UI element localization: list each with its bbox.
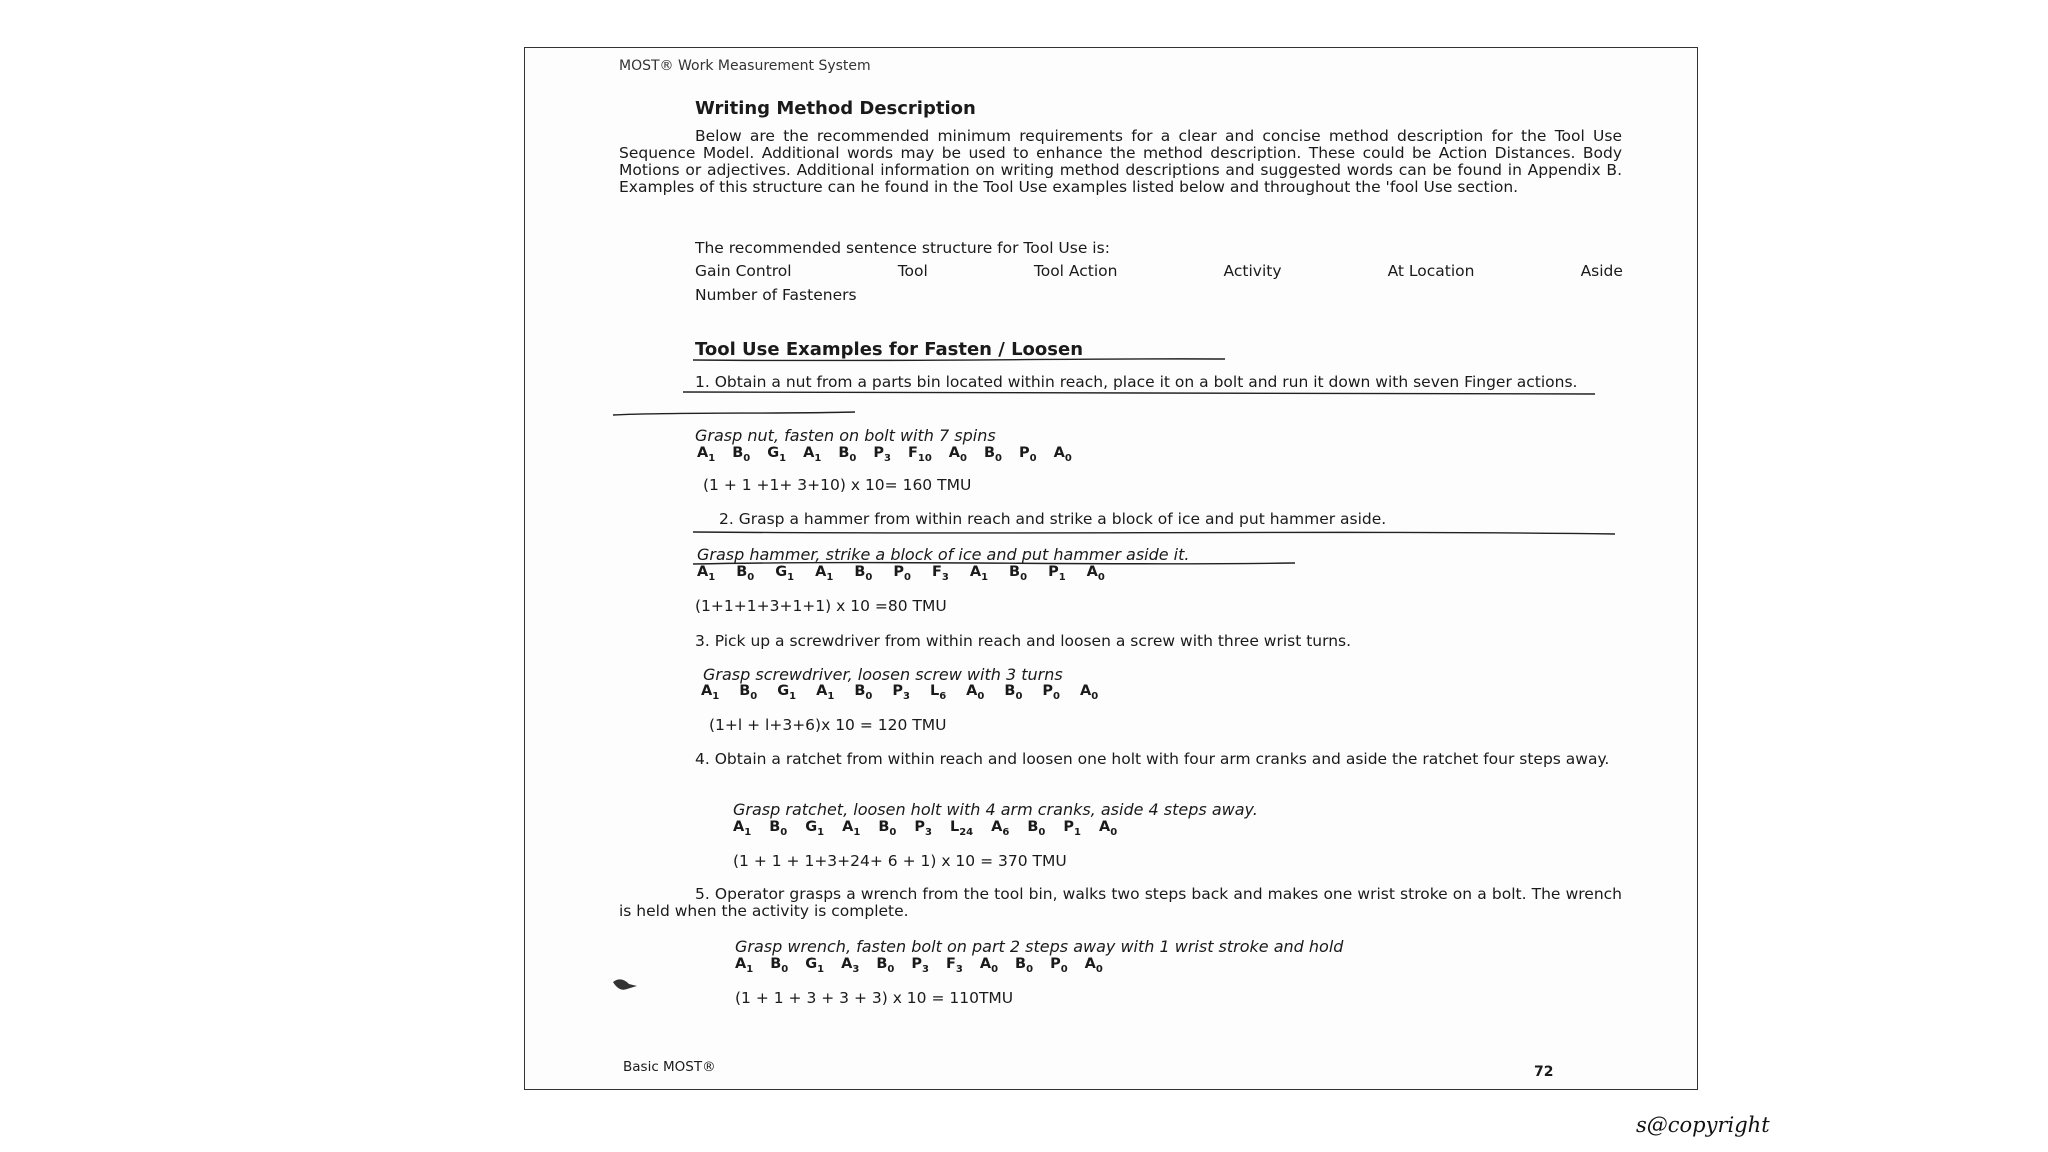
example-2-statement: 2. Grasp a hammer from within reach and strike a block of ice and put hammer aside. (719, 510, 1387, 528)
sequence-letter: A (701, 683, 713, 699)
sequence-index: 0 (750, 690, 758, 702)
sequence-letter: A (1084, 956, 1096, 972)
sequence-letter: B (838, 445, 850, 461)
sequence-index: 1 (814, 452, 822, 464)
sequence-letter: A (1080, 683, 1092, 699)
sequence-letter: A (1053, 445, 1065, 461)
sequence-letter: B (1009, 564, 1021, 580)
sequence-letter: P (893, 564, 904, 580)
sequence-letter: A (841, 956, 853, 972)
sequence-index: 3 (921, 963, 929, 975)
sequence-letter: P (1048, 564, 1059, 580)
sequence-letter: A (979, 956, 992, 972)
example-4-method: Grasp ratchet, loosen holt with 4 arm cranks, aside 4 steps away. (733, 800, 1258, 819)
pen-arrow-mark (613, 979, 637, 989)
example-4-statement: 4. Obtain a ratchet from within reach and loosen one holt with four arm cranks and aside the ratchet four steps away. (695, 750, 1610, 768)
sequence-index: 1 (744, 826, 752, 838)
sequence-index: 0 (889, 826, 897, 838)
sequence-index: 1 (1074, 826, 1081, 838)
sequence-letter: A (1098, 819, 1111, 835)
example-2-method: Grasp hammer, strike a block of ice and put hammer aside it. (697, 545, 1190, 564)
sequence-index: 0 (1091, 690, 1099, 702)
sequence-index: 3 (941, 571, 949, 583)
sequence-index: 3 (902, 690, 910, 702)
structure-term: Activity (1223, 262, 1282, 280)
sequence-letter: P (892, 683, 903, 699)
examples-title: Tool Use Examples for Fasten / Loosen (695, 339, 1084, 360)
sequence-index: 1 (708, 452, 716, 464)
sequence-letter: L (929, 683, 940, 699)
sequence-index: 24 (959, 826, 974, 838)
sequence-index: 0 (1097, 571, 1105, 583)
sequence-letter: A (991, 819, 1003, 835)
example-2-calculation: (1+1+1+3+1+1) x 10 =80 TMU (695, 597, 947, 615)
example-3-method: Grasp screwdriver, loosen screw with 3 turns (703, 665, 1063, 684)
footer-label: Basic MOST® (623, 1059, 716, 1075)
sequence-index: 0 (1060, 963, 1068, 975)
running-header: MOST® Work Measurement System (619, 58, 871, 74)
sequence-letter: P (1042, 683, 1054, 699)
sequence-index: 0 (1095, 963, 1103, 975)
sequence-letter: A (816, 683, 828, 699)
example-4-calculation: (1 + 1 + 1+3+24+ 6 + 1) x 10 = 370 TMU (733, 852, 1067, 870)
sequence-index: 1 (817, 963, 825, 975)
sequence-index: 0 (780, 826, 788, 838)
sequence-index: 10 (917, 452, 932, 464)
sequence-index: 0 (747, 571, 755, 583)
sequence-index: 6 (1002, 826, 1010, 838)
sequence-index: 0 (1015, 690, 1023, 702)
sequence-index: 1 (708, 571, 716, 583)
sequence-letter: P (911, 956, 922, 972)
sequence-letter: G (767, 445, 780, 461)
sequence-letter: A (842, 819, 854, 835)
sequence-letter: B (1004, 683, 1016, 699)
sequence-index: 1 (827, 690, 835, 702)
sequence-letter: G (775, 564, 788, 580)
sequence-index: 1 (826, 571, 834, 583)
sequence-index: 0 (960, 452, 967, 464)
sequence-letter: A (948, 445, 961, 461)
sequence-index: 0 (865, 571, 873, 583)
sequence-index: 0 (1110, 826, 1118, 838)
sequence-letter: F (907, 445, 918, 461)
sequence-index: 3 (883, 452, 891, 464)
structure-last-term: Number of Fasteners (695, 286, 857, 304)
sequence-index: 0 (887, 963, 895, 975)
example-5-calculation: (1 + 1 + 3 + 3 + 3) x 10 = 110TMU (735, 989, 1014, 1007)
sequence-index: 1 (1058, 571, 1066, 583)
underline-example-2-method (693, 563, 1295, 564)
sequence-letter: F (931, 564, 942, 580)
sequence-index: 0 (903, 571, 911, 583)
sequence-letter: A (1086, 564, 1098, 580)
sequence-letter: G (805, 956, 818, 972)
sequence-index: 1 (981, 571, 989, 583)
sequence-index: 1 (853, 826, 861, 838)
sequence-letter: F (945, 956, 956, 972)
sequence-letter: A (815, 564, 827, 580)
pen-underline-marks (525, 48, 1699, 1091)
example-5-statement: 5. Operator grasps a wrench from the tool bin, walks two steps back and makes one wrist stroke on a bolt. The wrench is held when the activity is complete. (619, 885, 1622, 920)
sequence-index: 1 (789, 690, 797, 702)
sequence-letter: B (854, 683, 866, 699)
copyright-watermark: s@copyright (1636, 1113, 1770, 1137)
sequence-index: 0 (865, 690, 873, 702)
sequence-index: 1 (712, 690, 720, 702)
sequence-index: 0 (1038, 826, 1046, 838)
sequence-letter: A (803, 445, 815, 461)
sequence-index: 3 (852, 963, 860, 975)
sequence-letter: A (697, 445, 709, 461)
structure-term: Tool Action (1033, 262, 1118, 280)
sequence-letter: B (732, 445, 744, 461)
sequence-index: 0 (977, 690, 985, 702)
sequence-letter: P (1050, 956, 1061, 972)
sequence-index: 0 (995, 452, 1003, 464)
sequence-index: 0 (781, 963, 789, 975)
sequence-letter: B (770, 956, 782, 972)
sequence-letter: B (769, 819, 781, 835)
sequence-index: 1 (817, 826, 825, 838)
sequence-letter: P (914, 819, 925, 835)
sequence-letter: P (1019, 445, 1030, 461)
sequence-letter: B (736, 564, 748, 580)
underline-example-1-line-1 (683, 392, 1595, 394)
structure-intro: The recommended sentence structure for Tool Use is: (695, 239, 1110, 257)
sequence-index: 0 (1026, 963, 1034, 975)
structure-term: Tool (897, 262, 928, 280)
sequence-index: 0 (991, 963, 999, 975)
sequence-index: 0 (1053, 690, 1061, 702)
sequence-letter: P (873, 445, 884, 461)
example-3-calculation: (1+l + l+3+6)x 10 = 120 TMU (709, 716, 947, 734)
example-1-calculation: (1 + 1 +1+ 3+10) x 10= 160 TMU (703, 476, 972, 494)
sequence-index: 0 (743, 452, 751, 464)
sequence-letter: A (966, 683, 978, 699)
sequence-index: 0 (1029, 452, 1037, 464)
sequence-letter: A (735, 956, 747, 972)
sequence-index: 3 (924, 826, 932, 838)
sequence-letter: P (1063, 819, 1074, 835)
structure-term: Aside (1580, 262, 1623, 280)
sequence-letter: A (969, 564, 982, 580)
sequence-index: 1 (746, 963, 754, 975)
example-5-method: Grasp wrench, fasten bolt on part 2 steps away with 1 wrist stroke and hold (735, 937, 1344, 956)
sequence-letter: G (805, 819, 818, 835)
sequence-index: 1 (779, 452, 787, 464)
underline-examples-title (693, 359, 1225, 361)
sequence-letter: G (777, 683, 790, 699)
example-1-statement: 1. Obtain a nut from a parts bin located within reach, place it on a bolt and run it down with seven Finger actions. (695, 373, 1578, 391)
sequence-letter: L (949, 819, 960, 835)
structure-term: At Location (1387, 262, 1475, 280)
sequence-letter: A (733, 819, 745, 835)
sequence-index: 0 (849, 452, 857, 464)
scanned-document-page (524, 47, 1698, 1090)
example-1-method: Grasp nut, fasten on bolt with 7 spins (695, 426, 996, 445)
sequence-index: 3 (955, 963, 963, 975)
example-3-statement: 3. Pick up a screwdriver from within reach and loosen a screw with three wrist turns. (695, 632, 1352, 650)
sequence-letter: B (854, 564, 866, 580)
underline-example-1-line-2 (613, 412, 855, 415)
sequence-letter: A (697, 564, 709, 580)
sequence-index: 6 (939, 690, 947, 702)
sequence-letter: B (878, 819, 890, 835)
sequence-letter: B (1027, 819, 1039, 835)
structure-term: Gain Control (695, 262, 792, 280)
page-number: 72 (1534, 1064, 1554, 1080)
intro-paragraph: Below are the recommended minimum requirements for a clear and concise method description for the Tool Use Sequence Model. Additional words may be used to enhance the method description. These could be Action Distances. Body Motions or adjectives. Additional information on writing method descriptions and suggested words can be found in Appendix B. Examples of this structure can he found in the Tool Use examples listed below and throughout the 'fool Use section. (619, 127, 1622, 196)
sequence-index: 0 (1020, 571, 1028, 583)
sequence-letter: B (876, 956, 888, 972)
section-title: Writing Method Description (695, 98, 976, 119)
sequence-index: 1 (787, 571, 795, 583)
sequence-letter: B (1015, 956, 1027, 972)
sequence-letter: B (983, 445, 996, 461)
sequence-letter: B (739, 683, 751, 699)
sequence-index: 0 (1064, 452, 1072, 464)
underline-example-2 (693, 532, 1615, 534)
